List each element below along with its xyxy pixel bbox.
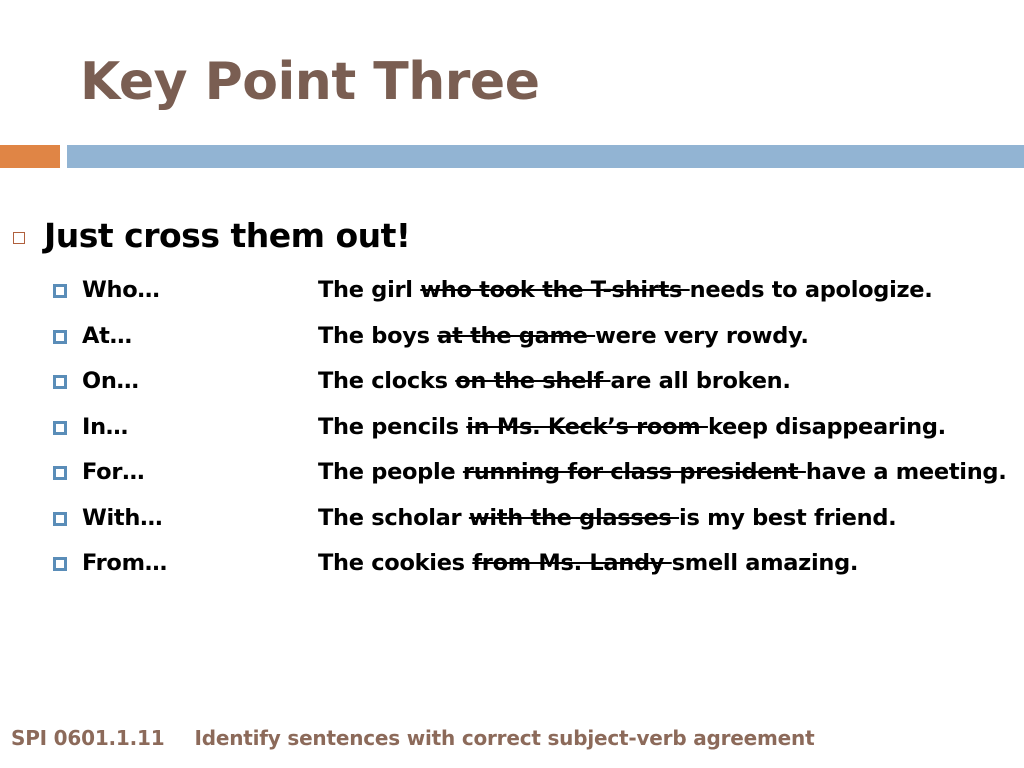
sentence-end: have a meeting. [805, 459, 1007, 485]
crossed-out-phrase: who took the T-shirts [420, 277, 690, 303]
preposition-label: In… [82, 413, 128, 440]
example-item [53, 454, 1013, 492]
preposition-label: With… [82, 504, 163, 531]
crossed-out-phrase: running for class president [462, 459, 806, 485]
sentence-end: are all broken. [610, 368, 791, 394]
sentence-start: The cookies [318, 550, 473, 576]
sentence-end: were very rowdy. [595, 322, 809, 349]
preposition-label: At… [82, 322, 132, 349]
preposition-label: For… [82, 459, 145, 485]
sentence-start: The people [318, 459, 463, 485]
crossed-out-phrase: with the glasses [468, 504, 680, 531]
example-item [53, 318, 1013, 356]
example-item [53, 500, 1013, 538]
crossed-out-phrase: from Ms. Landy [472, 550, 672, 576]
main-bullet [13, 216, 410, 255]
example-item [53, 363, 1013, 401]
square-bullet-icon [53, 466, 67, 480]
slide-footer [11, 726, 814, 750]
sentence-start: The scholar [318, 504, 469, 531]
square-bullet-icon [53, 557, 67, 571]
footer-standard-text: Identify sentences with correct subject-verb agreement [194, 726, 815, 750]
crossed-out-phrase: in Ms. Keck’s room [466, 413, 708, 440]
slide-title: Key Point Three [80, 52, 540, 112]
sentence-end: needs to apologize. [689, 277, 933, 303]
example-item [53, 545, 1013, 583]
crossed-out-phrase: at the game [437, 322, 596, 349]
square-bullet-icon [53, 512, 67, 526]
example-list [53, 272, 1013, 591]
square-bullet-icon [53, 375, 67, 389]
preposition-label: Who… [82, 277, 160, 303]
sentence-start: The clocks [318, 368, 456, 394]
sentence-end: smell amazing. [671, 550, 859, 576]
square-bullet-icon [53, 284, 67, 298]
example-item [53, 409, 1013, 447]
sentence-start: The pencils [318, 413, 467, 440]
square-bullet-icon [53, 421, 67, 435]
divider-bar [67, 145, 1024, 168]
footer-standard-code: SPI 0601.1.11 [11, 726, 165, 750]
main-bullet-text: Just cross them out! [44, 216, 411, 255]
crossed-out-phrase: on the shelf [455, 368, 611, 394]
square-bullet-icon [53, 330, 67, 344]
preposition-label: From… [82, 550, 167, 576]
hollow-square-bullet-icon [13, 232, 25, 244]
sentence-end: keep disappearing. [707, 413, 946, 440]
sentence-start: The girl [318, 277, 421, 303]
sentence-start: The boys [318, 322, 438, 349]
preposition-label: On… [82, 368, 139, 394]
sentence-end: is my best friend. [679, 504, 897, 531]
accent-bar [0, 145, 60, 168]
example-item [53, 272, 1013, 310]
